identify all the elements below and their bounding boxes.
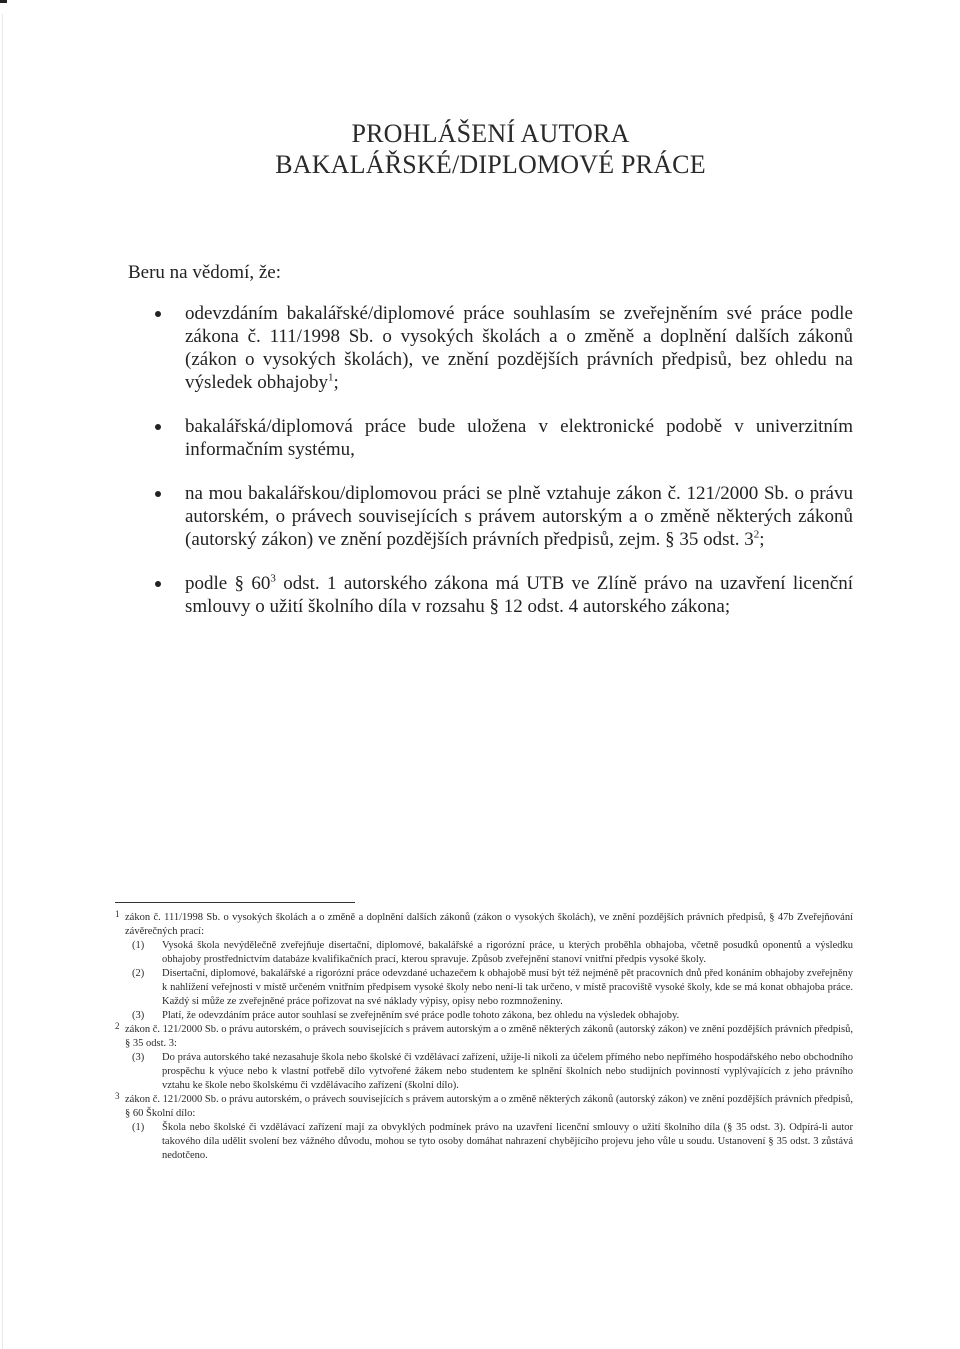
footnote-number: 1 (115, 909, 120, 919)
declaration-item (128, 415, 853, 461)
declaration-text: odevzdáním bakalářské/diplomové práce souhlasím se zveřejněním své práce podle zákona č. 111/1998 Sb. o vysokých školách a o změně a doplnění dalších zákonů (zákon o vysokých školách), ve znění pozdějších právních předpisů, bez ohledu na výsledek obhajoby (185, 303, 853, 393)
declaration-text-end: odst. 1 autorského zákona má UTB ve Zlíně právo na uzavření licenční smlouvy o užití školního díla v rozsahu § 12 odst. 4 autorského zákona; (185, 573, 853, 617)
paragraph-text: Platí, že odevzdáním práce autor souhlasí se zveřejněním své práce podle tohoto zákona, bez ohledu na výsledek obhajoby. (162, 1010, 680, 1021)
footnote-number: 2 (115, 1021, 120, 1031)
footnote-paragraph (125, 1051, 853, 1093)
bullet-dot-icon (155, 424, 161, 430)
footnote-ref: 3 (270, 572, 276, 585)
declaration-item (128, 572, 853, 618)
scan-edge-line (2, 14, 3, 1349)
scan-corner-mark (0, 0, 7, 3)
paragraph-number: (1) (132, 1122, 145, 1133)
footnote-heading: zákon č. 121/2000 Sb. o právu autorském, o právech souvisejících s právem autorským a o změně některých zákonů (autorský zákon) ve znění pozdějších právních předpisů, § 60 Školní dílo: (125, 1094, 853, 1119)
footnote-3 (115, 1093, 853, 1163)
footnote-1 (115, 911, 853, 1023)
footnote-separator (115, 902, 355, 903)
declaration-item (128, 482, 853, 551)
bullet-dot-icon (155, 581, 161, 587)
title-line-2: BAKALÁŘSKÉ/DIPLOMOVÉ PRÁCE (275, 150, 706, 179)
intro-text: Beru na vědomí, že: (128, 262, 282, 283)
footnote-ref: 1 (328, 371, 334, 384)
title-line-1: PROHLÁŠENÍ AUTORA (351, 119, 630, 148)
footnote-paragraph (125, 939, 853, 967)
declaration-text-end: ; (333, 372, 339, 393)
footnote-2 (115, 1023, 853, 1093)
footnote-heading: zákon č. 111/1998 Sb. o vysokých školách a o změně a doplnění dalších zákonů (zákon o vysokých školách), ve znění pozdějších právních předpisů, § 47b Zveřejňování závěrečných prací: (125, 912, 853, 937)
declaration-text: bakalářská/diplomová práce bude uložena v elektronické podobě v univerzitním informačním systému, (185, 416, 853, 460)
footnote-paragraph (125, 1009, 853, 1023)
footnote-paragraph (125, 967, 853, 1009)
footnote-ref: 2 (753, 528, 760, 541)
paragraph-text: Škola nebo školské či vzdělávací zařízení mají za obvyklých podmínek právo na uzavření licenční smlouvy o užití školního díla (§ 35 odst. 3). Odpírá-li autor takového díla udělit svolení bez vážného důvodu, mohou se tyto osoby domáhat nahrazení chybějícího projevu jeho vůle u soudu. Ustanovení § 35 odst. 3 zůstává nedotčeno. (162, 1122, 853, 1161)
paragraph-number: (2) (132, 968, 145, 979)
footnote-heading: zákon č. 121/2000 Sb. o právu autorském, o právech souvisejících s právem autorským a o změně některých zákonů (autorský zákon) ve znění pozdějších právních předpisů, § 35 odst. 3: (125, 1024, 853, 1049)
paragraph-text: Vysoká škola nevýdělečně zveřejňuje disertační, diplomové, bakalářské a rigorózní práce, u kterých proběhla obhajoba, včetně posudků oponentů a výsledku obhajoby prostřednictvím databáze kvalifikačních prací, kterou spravuje. Způsob zveřejnění stanoví vnitřní předpis vysoké školy. (162, 940, 853, 965)
footnotes (115, 911, 853, 1163)
declaration-list (128, 302, 853, 639)
declaration-text-end: ; (759, 529, 765, 550)
paragraph-text: Do práva autorského také nezasahuje škola nebo školské či vzdělávací zařízení, užije-li nikoli za účelem přímého nebo nepřímého hospodářského nebo obchodního prospěchu k výuce nebo k vlastní potřebě dílo vytvořené žákem nebo studentem ke splnění školních nebo studijních povinností vyplývajících z jeho právního vztahu ke škole nebo školskému či vzdělávacího zařízení (školní dílo). (162, 1052, 853, 1091)
paragraph-number: (3) (132, 1010, 145, 1021)
paragraph-text: Disertační, diplomové, bakalářské a rigorózní práce odevzdané uchazečem k obhajobě musí být též nejméně pět pracovních dnů před konáním obhajoby zveřejněny k nahlížení veřejnosti v místě určeném vnitřním předpisem vysoké školy nebo není-li tak určeno, v místě pracoviště vysoké školy, kde se má konat obhajoba práce. Každý si může ze zveřejněné práce pořizovat na své náklady výpisy, opisy nebo rozmnoženiny. (162, 968, 853, 1007)
footnote-paragraph (125, 1121, 853, 1163)
bullet-dot-icon (155, 311, 161, 317)
declaration-text: podle § 60 (185, 573, 271, 594)
declaration-item (128, 302, 853, 394)
paragraph-number: (1) (132, 940, 145, 951)
paragraph-number: (3) (132, 1052, 145, 1063)
declaration-text: na mou bakalářskou/diplomovou práci se plně vztahuje zákon č. 121/2000 Sb. o právu autorském, o právech souvisejících s právem autorským a o změně některých zákonů (autorský zákon) ve znění pozdějších právních předpisů, zejm. § 35 odst. 3 (185, 483, 853, 550)
document-title (128, 118, 853, 180)
bullet-dot-icon (155, 491, 161, 497)
footnote-number: 3 (115, 1091, 120, 1101)
